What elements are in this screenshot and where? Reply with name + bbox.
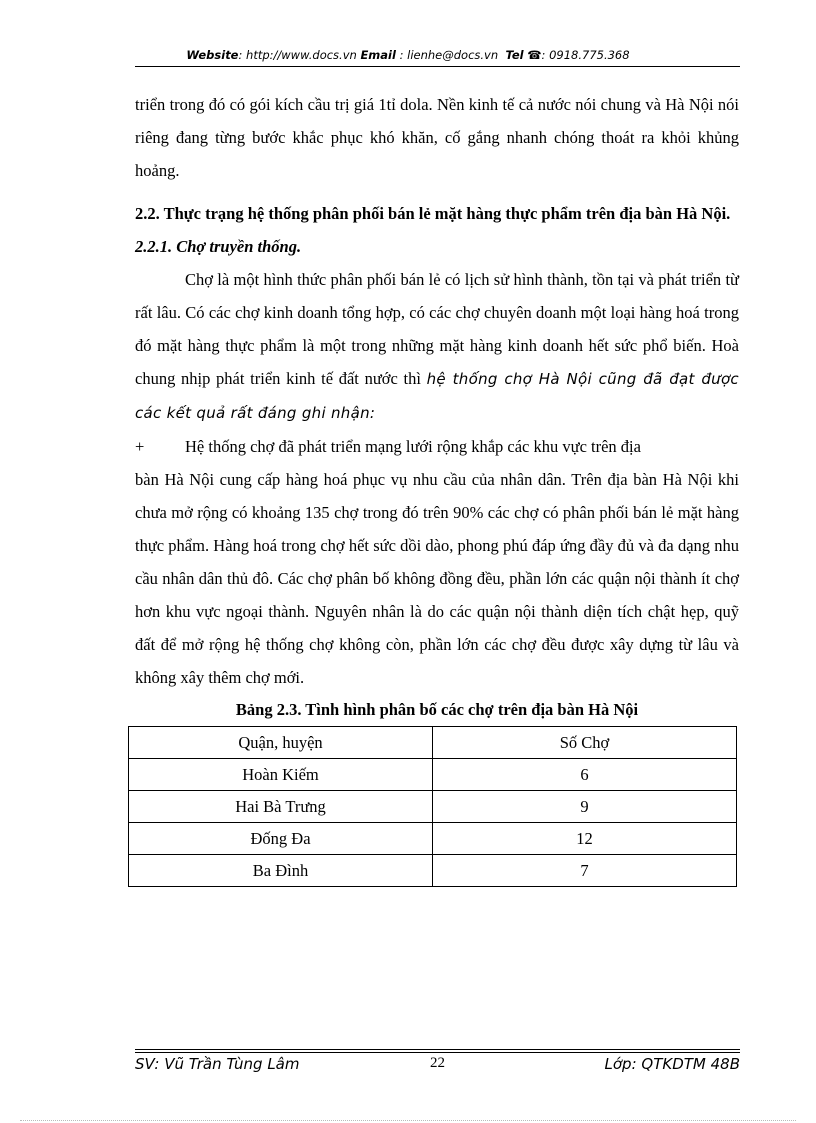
footer-student: SV: Vũ Trần Tùng Lâm — [135, 1055, 300, 1073]
bullet-first-line — [135, 430, 739, 463]
tel-value: : 0918.775.368 — [541, 48, 630, 62]
page-footer — [135, 1055, 740, 1077]
market-paragraph-text: Chợ là một hình thức phân phối bán lẻ có lịch sử hình thành, tồn tại và phát triển từ rất lâu. Có các chợ kinh doanh tổng hợp, có các chợ chuyên doanh một loại hàng hoá trong đó mặt hàng thực phẩm là một trong những mặt hàng kinh doanh hết sức phổ biến. Hoà chung nhịp phát triển kinh tế đất nước thì — [135, 270, 739, 388]
table-header-cell: Quận, huyện — [129, 727, 433, 759]
table-caption: Bảng 2.3. Tình hình phân bố các chợ trên địa bàn Hà Nội — [235, 700, 639, 719]
tel-label: Tel — [505, 48, 524, 62]
table-cell-district: Hoàn Kiếm — [129, 759, 433, 791]
table-header-row — [129, 727, 737, 759]
table-cell-district: Hai Bà Trưng — [129, 791, 433, 823]
email-label: Email — [360, 48, 396, 62]
page-header — [0, 48, 816, 62]
market-table — [128, 726, 737, 887]
bullet-first-text: Hệ thống chợ đã phát triển mạng lưới rộng khắp các khu vực trên địa — [185, 437, 641, 456]
page-number: 22 — [430, 1055, 445, 1071]
intro-paragraph: triển trong đó có gói kích cầu trị giá 1tỉ dola. Nền kinh tế cả nước nói chung và Hà Nội nói riêng đang từng bước khắc phục khó khăn, cố gắng nhanh chóng thoát ra khỏi khủng hoảng. — [135, 95, 739, 180]
market-paragraph — [135, 263, 739, 430]
header-divider — [135, 66, 740, 67]
table-cell-district: Ba Đình — [129, 855, 433, 887]
subsection-heading: 2.2.1. Chợ truyền thống. — [135, 237, 302, 256]
footer-divider — [135, 1049, 740, 1050]
footer-divider — [135, 1052, 740, 1053]
phone-icon: ☎ — [527, 48, 542, 62]
table-row — [129, 823, 737, 855]
table-cell-count: 7 — [433, 855, 737, 887]
website-label: Website — [186, 48, 239, 62]
email-value: : lienhe@docs.vn — [395, 48, 499, 62]
bullet-symbol: + — [135, 437, 145, 456]
section-heading: 2.2. Thực trạng hệ thống phân phối bán lẻ mặt hàng thực phẩm trên địa bàn Hà Nội. — [135, 204, 731, 223]
market-paragraph-emphasis: hệ thống chợ Hà Nội cũng đã đạt được các kết quả rất đáng ghi nhận: — [135, 370, 739, 422]
page-edge-dotted-line — [20, 1120, 796, 1121]
table-cell-district: Đống Đa — [129, 823, 433, 855]
footer-class: Lớp: QTKDTM 48B — [604, 1055, 740, 1073]
website-value: : http://www.docs.vn — [238, 48, 357, 62]
bullet-paragraph: bàn Hà Nội cung cấp hàng hoá phục vụ nhu cầu của nhân dân. Trên địa bàn Hà Nội khi chưa mở rộng có khoảng 135 chợ trong đó trên 90% các chợ có phân phối bán lẻ mặt hàng thực phẩm. Hàng hoá trong chợ hết sức dồi dào, phong phú đáp ứng đầy đủ và đa dạng nhu cầu nhân dân thủ đô. Các chợ phân bố không đồng đều, phần lớn các quận nội thành ít chợ hơn khu vực ngoại thành. Nguyên nhân là do các quận nội thành diện tích chật hẹp, quỹ đất để mở rộng hệ thống chợ không còn, phần lớn các chợ đều được xây dựng từ lâu và không xây thêm chợ mới. — [135, 470, 739, 687]
table-cell-count: 12 — [433, 823, 737, 855]
table-cell-count: 6 — [433, 759, 737, 791]
table-row — [129, 759, 737, 791]
page-content — [135, 88, 739, 887]
table-header-cell: Số Chợ — [433, 727, 737, 759]
table-row — [129, 855, 737, 887]
table-cell-count: 9 — [433, 791, 737, 823]
table-row — [129, 791, 737, 823]
